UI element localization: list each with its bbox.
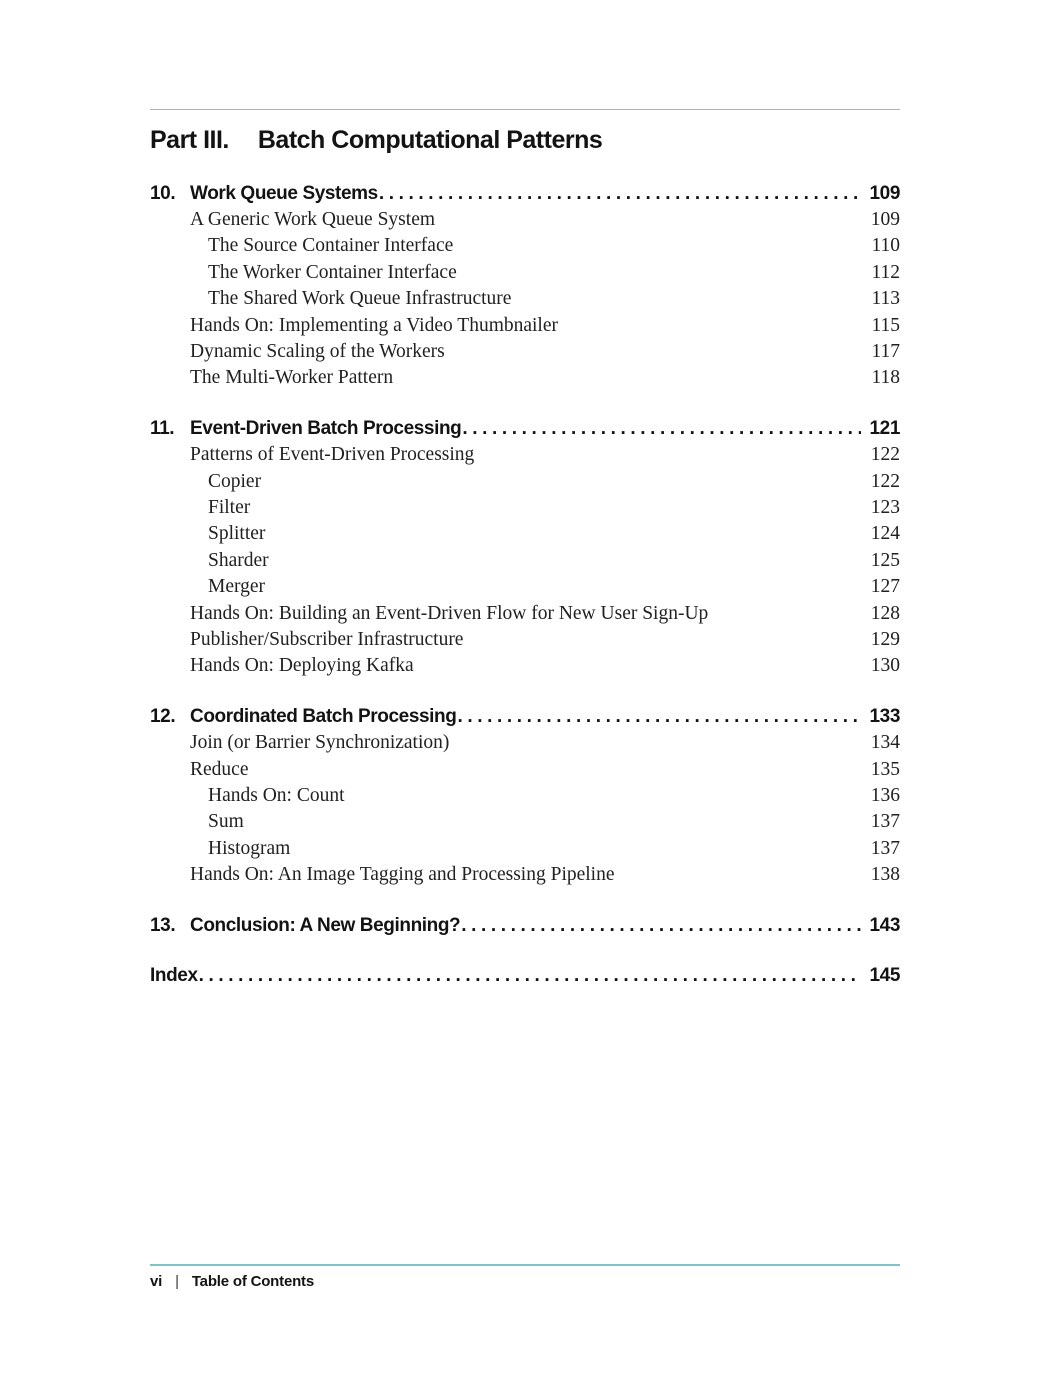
backmatter-page-number: 145 [869,965,900,987]
entry-title: Merger [208,576,266,598]
part-heading [150,127,900,155]
chapter-title: Event-Driven Batch Processing [190,417,462,439]
chapter-page-number: 109 [869,182,900,204]
entry-page-number: 122 [870,444,900,466]
entry-page-number: 110 [871,235,900,257]
toc-entry-row[interactable] [150,495,900,521]
backmatter-title: Index [150,965,198,987]
chapter-page-number: 133 [869,705,900,727]
entry-page-number: 117 [871,340,900,362]
entry-page-number: 109 [870,208,900,230]
dot-leader [199,963,862,989]
entry-title: Hands On: Implementing a Video Thumbnailer [190,314,558,336]
part-label: Part III. [150,126,229,154]
entry-title: Splitter [208,523,266,545]
entry-title: The Worker Container Interface [208,261,457,283]
entry-title: Hands On: Count [208,785,345,807]
toc-chapter-row[interactable] [150,704,900,730]
toc-entry-row[interactable] [150,365,900,391]
entry-page-number: 115 [871,314,900,336]
entry-title: Reduce [190,758,249,780]
entry-title: A Generic Work Queue System [190,208,436,230]
entry-page-number: 125 [870,549,900,571]
dot-leader [462,416,861,442]
chapter-number: 13. [150,914,176,936]
toc-entry-row[interactable] [150,601,900,627]
entry-title: Dynamic Scaling of the Workers [190,340,445,362]
backmatter-block [150,963,900,989]
chapter-number: 12. [150,705,176,727]
entry-page-number: 123 [870,496,900,518]
entry-page-number: 128 [870,602,900,624]
entry-title: The Source Container Interface [208,235,454,257]
toc-entry-row[interactable] [150,809,900,835]
toc-entry-row[interactable] [150,339,900,365]
toc-chapter-row[interactable] [150,181,900,207]
entry-title: Copier [208,470,262,492]
entry-page-number: 127 [870,576,900,598]
entry-title: Sum [208,811,244,833]
toc-chapter-row[interactable] [150,913,900,939]
chapter-title: Conclusion: A New Beginning? [190,914,461,936]
chapter-number: 10. [150,182,176,204]
toc-entry-row[interactable] [150,548,900,574]
dot-leader [379,181,862,207]
top-divider [150,109,900,110]
entry-title: Publisher/Subscriber Infrastructure [190,629,464,650]
entry-page-number: 134 [870,732,900,754]
entry-page-number: 130 [870,655,900,677]
entry-title: The Shared Work Queue Infrastructure [208,288,512,310]
dot-leader [457,704,861,730]
chapter-page-number: 143 [869,914,900,936]
chapter-block [150,416,900,680]
entry-page-number: 138 [870,864,900,886]
toc-entry-row[interactable] [150,469,900,495]
toc-entry-row[interactable] [150,574,900,600]
entry-title: Join (or Barrier Synchronization) [190,732,450,754]
toc-entry-row[interactable] [150,313,900,339]
entry-title: Patterns of Event-Driven Processing [190,444,475,466]
entry-title: Hands On: An Image Tagging and Processing Pipeline [190,864,615,886]
toc-entry-row[interactable] [150,627,900,653]
toc-list [150,181,900,990]
toc-entry-row[interactable] [150,442,900,468]
toc-entry-row[interactable] [150,286,900,312]
chapter-block [150,181,900,392]
entry-page-number: 137 [870,837,900,859]
toc-entry-row[interactable] [150,233,900,259]
chapter-block [150,704,900,889]
entry-title: Histogram [208,837,291,859]
entry-title: Hands On: Deploying Kafka [190,655,414,677]
toc-entry-row[interactable] [150,836,900,862]
toc-entry-row[interactable] [150,862,900,888]
toc-backmatter-row[interactable] [150,963,900,989]
entry-page-number: 122 [870,470,900,492]
part-title: Batch Computational Patterns [257,126,603,154]
footer-divider [150,1264,900,1266]
toc-entry-row[interactable] [150,783,900,809]
chapter-title: Work Queue Systems [190,182,378,204]
chapter-block [150,913,900,939]
entry-page-number: 118 [871,367,900,389]
toc-chapter-row[interactable] [150,416,900,442]
entry-title: Filter [208,496,251,518]
entry-page-number: 112 [871,261,900,283]
dot-leader [461,913,861,939]
toc-entry-row[interactable] [150,653,900,679]
entry-title: Hands On: Building an Event-Driven Flow for New User Sign-Up [190,602,709,624]
footer-page-number: vi [150,1273,163,1290]
chapter-number: 11. [150,417,175,439]
entry-page-number: 124 [870,523,900,545]
entry-page-number: 129 [870,629,900,650]
footer-separator: | [175,1273,179,1290]
footer-label: Table of Contents [191,1273,314,1290]
entry-page-number: 136 [870,785,900,807]
entry-page-number: 135 [870,758,900,780]
toc-entry-row[interactable] [150,521,900,547]
page-footer [150,1273,314,1290]
toc-entry-row[interactable] [150,730,900,756]
entry-page-number: 113 [871,288,900,310]
toc-entry-row[interactable] [150,260,900,286]
toc-entry-row[interactable] [150,207,900,233]
chapter-page-number: 121 [869,417,900,439]
entry-title: The Multi-Worker Pattern [190,367,394,389]
entry-title: Sharder [208,549,269,571]
toc-entry-row[interactable] [150,757,900,783]
entry-page-number: 137 [870,811,900,833]
chapter-title: Coordinated Batch Processing [190,705,457,727]
